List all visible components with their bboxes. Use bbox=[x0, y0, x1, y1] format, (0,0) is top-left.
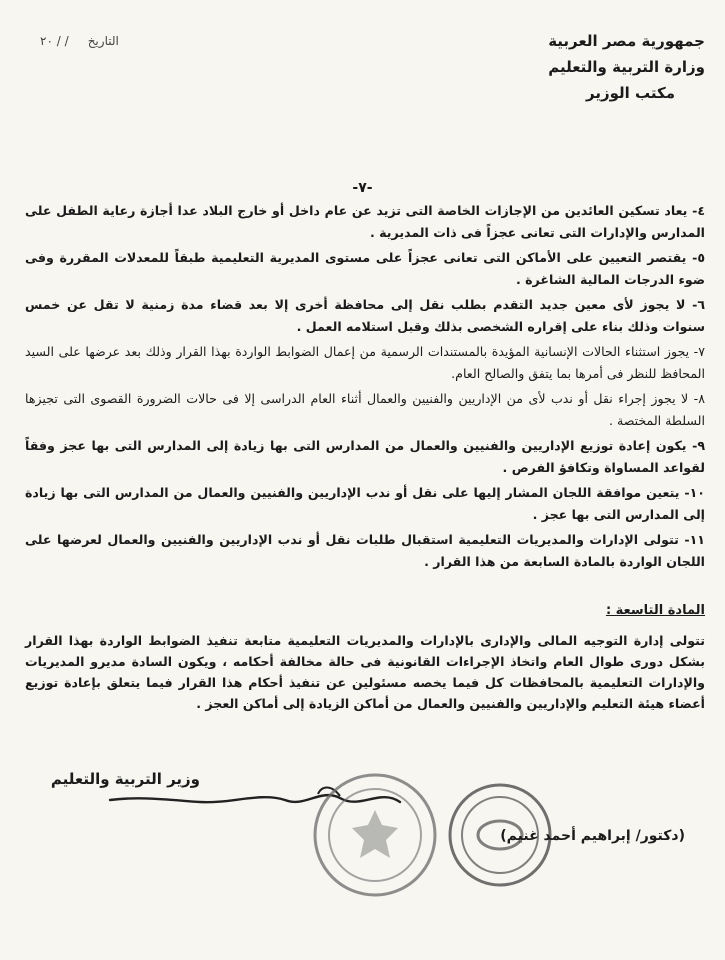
page-number: -٧- bbox=[352, 180, 373, 196]
office-name: مكتب الوزير bbox=[585, 84, 675, 102]
date-field bbox=[40, 34, 119, 48]
article-heading: المادة التاسعة : bbox=[605, 603, 705, 618]
minister-title: وزير التربية والتعليم bbox=[50, 770, 200, 788]
clause-6: ٦- لا يجوز لأى معين جديد التقدم بطلب نقل إلى محافظة أخرى إلا بعد قضاء مدة زمنية لا تقل عن خمس سنوات وذلك بناء على إقراره الشخصى بذلك وقبل استلامه العمل . bbox=[25, 297, 705, 334]
clause-8: ٨- لا يجوز إجراء نقل أو ندب لأى من الإداريين والفنيين والعمال أثناء العام الدراسى إلا فى حالات الضرورة القصوى التى تجيزها السلطة المختصة . bbox=[25, 391, 705, 428]
ministry-name: وزارة التربية والتعليم bbox=[548, 58, 705, 76]
minister-name: (دكتور/ إبراهيم أحمد غنيم) bbox=[500, 828, 685, 844]
clause-9: ٩- يكون إعادة توزيع الإداريين والفنيين والعمال من المدارس التى بها زيادة إلى المدارس التى بها عجز وفقاً لقواعد المساواة وتكافؤ الفرص . bbox=[25, 438, 705, 475]
clause-7: ٧- يجوز استثناء الحالات الإنسانية المؤيدة بالمستندات الرسمية من إعمال الضوابط الواردة بهذا القرار وذلك بعد عرضها على السيد المحافظ للنظر فى أمرها بما يتفق والصالح العام. bbox=[25, 344, 705, 381]
clause-10: ١٠- يتعين موافقة اللجان المشار إليها على نقل أو ندب الإداريين والفنيين والعمال من المدارس التى بها زيادة إلى المدارس التى بها عجز . bbox=[25, 485, 705, 522]
letterhead bbox=[548, 28, 705, 106]
clause-11: ١١- تتولى الإدارات والمديريات التعليمية استقبال طلبات نقل أو ندب الإداريين والفنيين والعمال لعرضها على اللجان الواردة بالمادة السابعة من هذا القرار . bbox=[25, 532, 705, 569]
date-slots: / / ٢٠ bbox=[40, 34, 69, 48]
article-body: تتولى إدارة التوجيه المالى والإدارى بالإدارات والمديريات التعليمية متابعة تنفيذ الضوابط الواردة بهذا القرار بشكل دورى طوال العام واتخاذ الإجراءات القانونية فى حالة مخالفة أحكامه ، ويكون السادة مديرو المديريات والإدارات التعليمية بالمحافظات كل فيما يخصه مسئولين عن تنفيذ أحكام هذا القرار فيما يتعلق بإعادة توزيع أعضاء هيئة التعليم والإداريين والفنيين والعمال من أماكن الزيادة إلى أماكن العجز . bbox=[25, 633, 705, 711]
country-name: جمهورية مصر العربية bbox=[548, 32, 705, 50]
date-label: التاريخ bbox=[87, 34, 119, 48]
clauses-list bbox=[25, 200, 705, 576]
clause-5: ٥- يقتصر التعيين على الأماكن التى تعانى عجزاً على مستوى المديرية التعليمية طبقاً للمعدلات المقررة وفى ضوء الدرجات المالية الشاغرة . bbox=[25, 250, 705, 287]
clause-4: ٤- يعاد تسكين العائدين من الإجازات الخاصة التى تزيد عن عام داخل أو خارج البلاد عدا أجازة رعاية الطفل على المدارس والإدارات التى تعانى عجزاً فى ذات المديرية . bbox=[25, 203, 705, 240]
